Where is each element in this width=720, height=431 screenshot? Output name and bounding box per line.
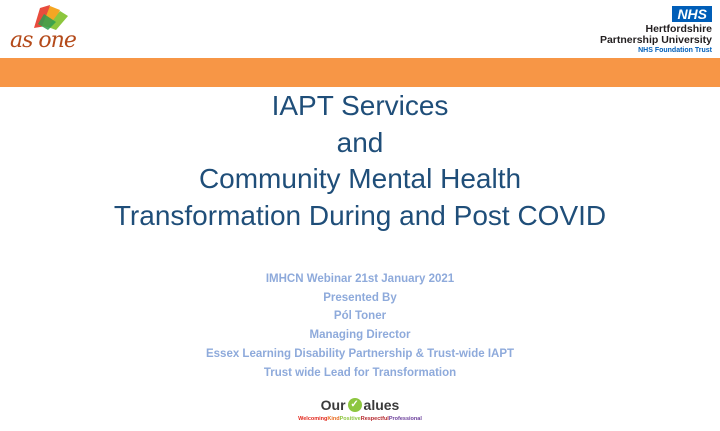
- presenter-role: Managing Director: [309, 329, 411, 342]
- value-welcoming: Welcoming: [298, 416, 328, 422]
- values-head-our: Our: [320, 397, 346, 413]
- value-positive: Positive: [339, 416, 361, 422]
- title-line2: and: [336, 126, 384, 158]
- orange-header-band: [0, 58, 720, 87]
- presenter-details: [0, 270, 720, 382]
- presenter-name: Pól Toner: [333, 310, 387, 323]
- trust-name-line2: Partnership University: [599, 34, 712, 46]
- values-list: [0, 415, 720, 423]
- presenter-lead-role: Trust wide Lead for Transformation: [263, 366, 457, 379]
- as-one-logo: [4, 2, 84, 58]
- presenter-department: Essex Learning Disability Partnership & Trust-wide IAPT: [205, 347, 515, 360]
- as-one-wordmark: as one: [10, 28, 76, 53]
- nhs-trust-logo: [562, 6, 712, 56]
- values-head-values: alues: [363, 397, 400, 413]
- value-kind: Kind: [327, 416, 340, 422]
- nhs-badge: NHS: [672, 6, 712, 22]
- title-line4: Transformation During and Post COVID: [113, 199, 607, 231]
- value-respectful: Respectful: [360, 416, 389, 422]
- title-line3: Community Mental Health: [198, 163, 522, 194]
- trust-name-line3: NHS Foundation Trust: [638, 47, 712, 54]
- our-values-logo: [0, 397, 720, 423]
- title-line1: IAPT Services: [271, 90, 449, 121]
- checkmark-icon: ✓: [348, 398, 362, 412]
- value-professional: Professional: [388, 416, 422, 422]
- presented-by-label: Presented By: [323, 291, 397, 304]
- webinar-date: IMHCN Webinar 21st January 2021: [265, 273, 455, 285]
- trust-name-line1: Hertfordshire: [645, 23, 712, 35]
- slide-title: [0, 88, 720, 234]
